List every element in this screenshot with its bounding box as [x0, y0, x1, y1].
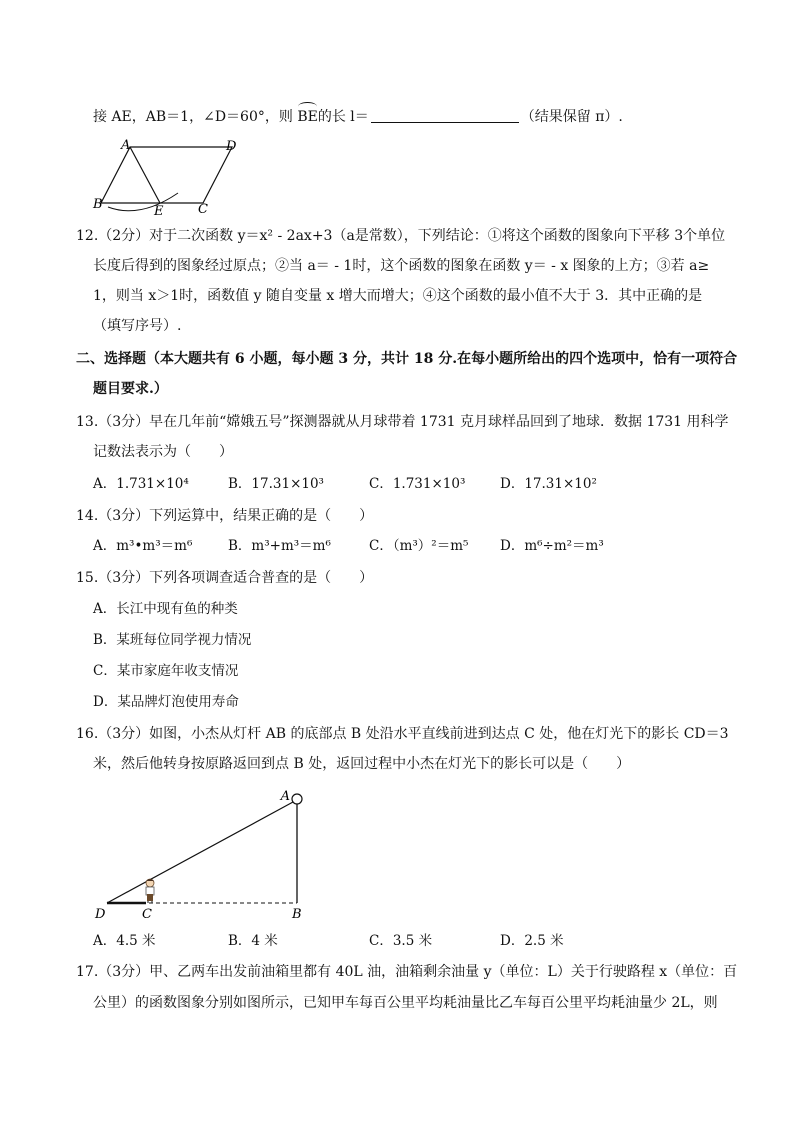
q14-stem: 14.（3分）下列运算中，结果正确的是（ ） [76, 508, 374, 524]
point-label-b: B [292, 907, 302, 922]
q16-line-1: 16.（3分）如图，小杰从灯杆 AB 的底部点 B 处沿水平直线前进到达点 C 处，他在灯光下的影长 CD＝3 [76, 726, 729, 742]
q14-option-b[interactable]: B．m³+m³＝m⁶ [228, 538, 331, 554]
q16-option-b[interactable]: B．4 米 [228, 933, 278, 949]
point-label-a: A [121, 138, 131, 153]
q11-text-prefix: 接 AE，AB＝1，∠D＝60°，则 [93, 109, 293, 125]
q11-line [93, 107, 623, 127]
point-label-c: C [142, 907, 152, 922]
q13-option-a[interactable]: A．1.731×10⁴ [93, 476, 189, 492]
q15-option-a[interactable]: A．长江中现有鱼的种类 [93, 601, 238, 617]
point-label-c: C [198, 202, 208, 215]
q16-line-2: 米，然后他转身按原路返回到点 B 处，返回过程中小杰在灯光下的影长可以是（ ） [93, 756, 631, 772]
person-icon [146, 879, 154, 903]
arc-be [108, 193, 178, 211]
lamp-icon [292, 794, 302, 804]
q12-line-3: 1，则当 x＞1时，函数值 y 随自变量 x 增大而增大；④这个函数的最小值不大于 3．其中正确的是 [93, 288, 703, 304]
point-label-d: D [95, 907, 106, 922]
q15-option-b[interactable]: B．某班每位同学视力情况 [93, 632, 252, 648]
point-label-d: D [226, 139, 237, 154]
q13-option-c[interactable]: C．1.731×10³ [369, 476, 466, 492]
q15-stem: 15.（3分）下列各项调查适合普查的是（ ） [76, 570, 374, 586]
q12-line-1: 12.（2分）对于二次函数 y＝x² ‑ 2ax+3（a是常数），下列结论：①将这个函数的图象向下平移 3个单位 [76, 228, 726, 244]
q11-text-suffix: （结果保留 π）. [520, 109, 623, 125]
lamp-shadow-figure [90, 782, 330, 922]
point-label-e: E [154, 204, 164, 215]
q13-option-b[interactable]: B．17.31×10³ [228, 476, 324, 492]
q11-text-mid: 的长 l＝ [317, 109, 369, 125]
q13-option-d[interactable]: D．17.31×10² [500, 476, 597, 492]
light-ray [107, 802, 293, 903]
point-label-a: A [280, 789, 290, 804]
q13-line-2: 记数法表示为（ ） [93, 444, 233, 460]
q17-line-2: 公里）的函数图象分别如图所示，已知甲车每百公里平均耗油量比乙车每百公里平均耗油量少 2L，则 [93, 995, 718, 1011]
segment-ae [130, 147, 160, 203]
q16-option-d[interactable]: D．2.5 米 [500, 933, 564, 949]
parallelogram-abcd [101, 147, 232, 203]
section-heading: 二、选择题（本大题共有 6 小题，每小题 3 分，共计 18 分.在每小题所给出的四个选项中，恰有一项符合 [76, 351, 738, 367]
point-label-b: B [93, 197, 103, 212]
section-heading-2: 题目要求.） [93, 381, 168, 397]
arc-be-label: BE [297, 109, 318, 125]
q12-line-2: 长度后得到的图象经过原点；②当 a＝ ‑ 1时，这个函数的图象在函数 y＝ ‑ x 图象的上方；③若 a≥ [93, 258, 710, 274]
answer-blank[interactable] [371, 108, 519, 123]
q14-option-c[interactable]: C．（m³）²＝m⁵ [369, 538, 469, 554]
parallelogram-figure [90, 135, 250, 215]
q17-line-1: 17.（3分）甲、乙两车出发前油箱里都有 40L 油，油箱剩余油量 y（单位：L）关于行驶路程 x（单位：百 [76, 964, 738, 980]
q16-option-a[interactable]: A．4.5 米 [93, 933, 156, 949]
q14-option-a[interactable]: A．m³•m³＝m⁶ [93, 538, 193, 554]
q14-option-d[interactable]: D．m⁶÷m²＝m³ [500, 538, 604, 554]
q15-option-c[interactable]: C．某市家庭年收支情况 [93, 663, 239, 679]
q15-option-d[interactable]: D．某品牌灯泡使用寿命 [93, 694, 239, 710]
q16-option-c[interactable]: C．3.5 米 [369, 933, 433, 949]
q12-line-4: （填写序号）. [93, 318, 182, 334]
q13-line-1: 13.（3分）早在几年前“嫦娥五号”探测器就从月球带着 1731 克月球样品回到了地球．数据 1731 用科学 [76, 414, 729, 430]
